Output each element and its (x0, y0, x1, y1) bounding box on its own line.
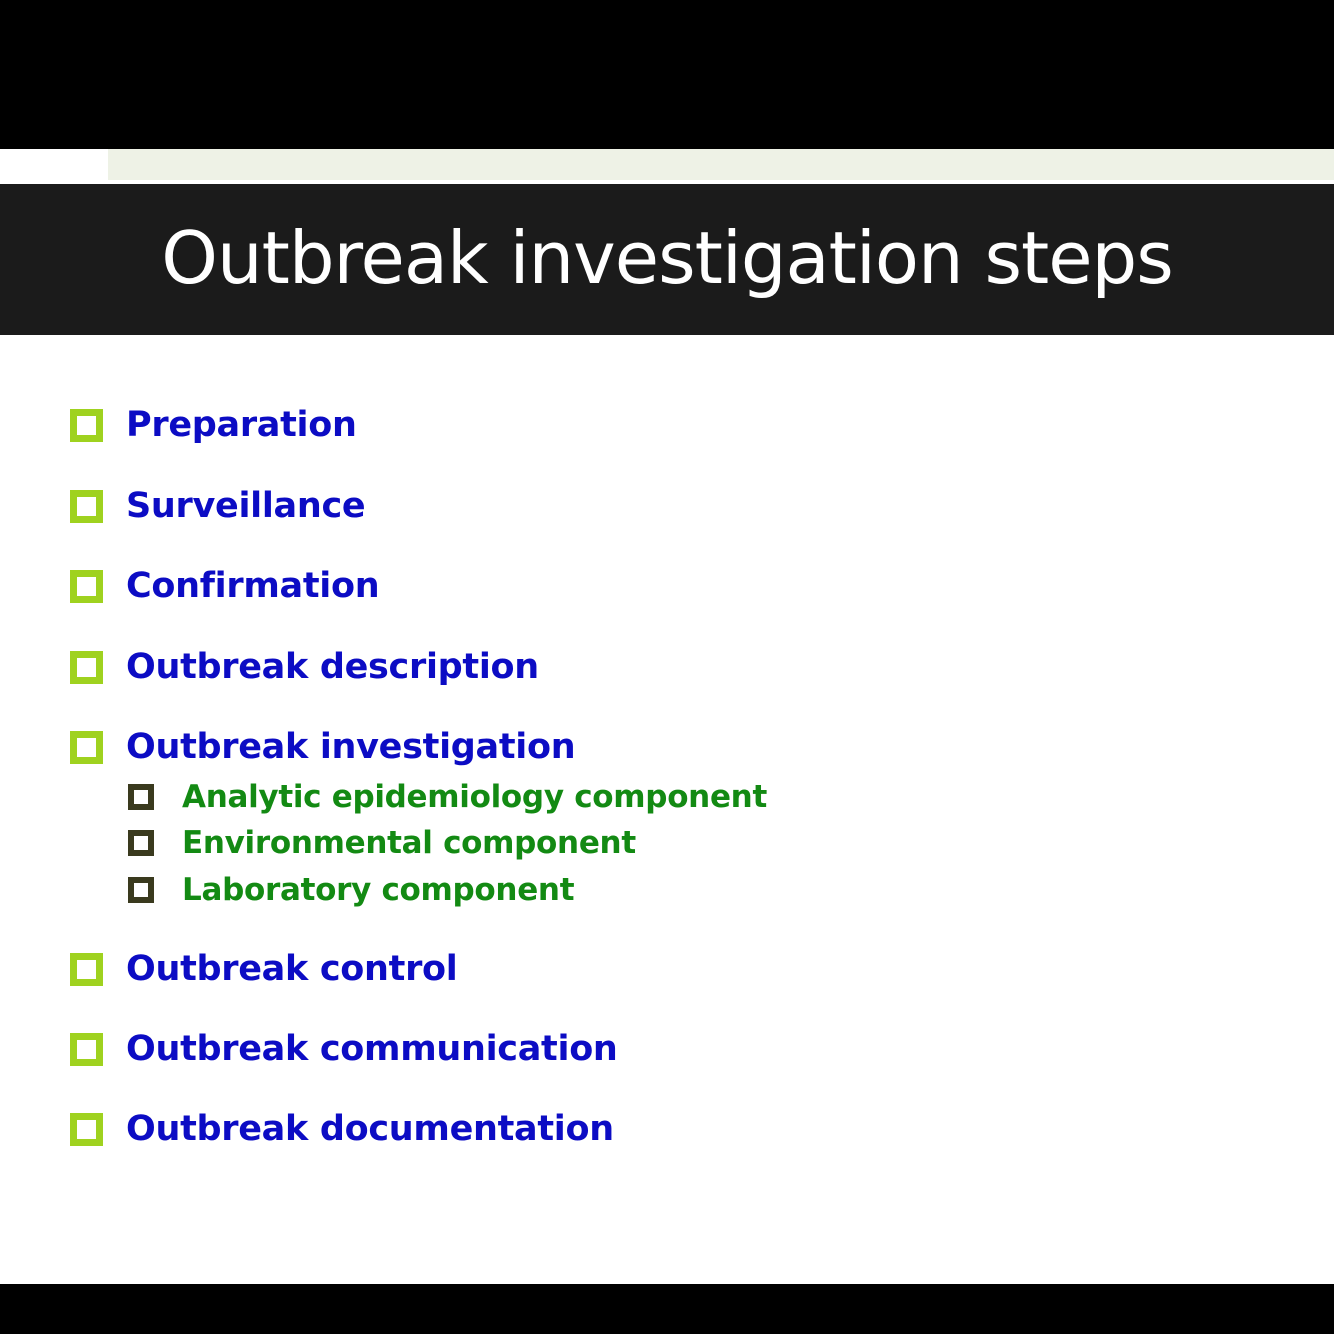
bullet-item (70, 642, 539, 692)
bullet-label: Confirmation (126, 566, 380, 606)
slide-title: Outbreak investigation steps (161, 215, 1173, 300)
top-accent-band (108, 149, 1334, 180)
square-bullet-icon (70, 490, 103, 523)
bullet-item (70, 561, 379, 611)
bullet-label: Outbreak investigation (126, 727, 576, 767)
bullet-item (70, 1104, 614, 1154)
bullet-label: Outbreak description (126, 647, 539, 687)
sub-bullet-label: Analytic epidemiology component (182, 779, 767, 815)
sub-bullet-item (128, 823, 636, 863)
sub-bullet-item (128, 870, 574, 910)
bullet-label: Surveillance (126, 486, 366, 526)
bullet-item (70, 944, 457, 994)
sub-bullet-item (128, 777, 767, 817)
sub-bullet-label: Laboratory component (182, 872, 575, 908)
bullet-label: Outbreak control (126, 949, 458, 989)
bullet-item (70, 722, 575, 772)
bullet-item (70, 1024, 618, 1074)
bullet-item (70, 481, 365, 531)
square-bullet-icon (70, 1113, 103, 1146)
sub-bullet-label: Environmental component (182, 825, 636, 861)
bullet-label: Outbreak communication (126, 1029, 618, 1069)
square-bullet-icon (128, 784, 154, 810)
square-bullet-icon (128, 877, 154, 903)
square-bullet-icon (70, 1033, 103, 1066)
bullet-label: Outbreak documentation (126, 1109, 614, 1149)
square-bullet-icon (128, 830, 154, 856)
bullet-label: Preparation (126, 405, 357, 445)
square-bullet-icon (70, 731, 103, 764)
title-bar (0, 184, 1334, 335)
slide (0, 149, 1334, 1284)
square-bullet-icon (70, 409, 103, 442)
square-bullet-icon (70, 651, 103, 684)
square-bullet-icon (70, 570, 103, 603)
bullet-item (70, 400, 357, 450)
square-bullet-icon (70, 953, 103, 986)
